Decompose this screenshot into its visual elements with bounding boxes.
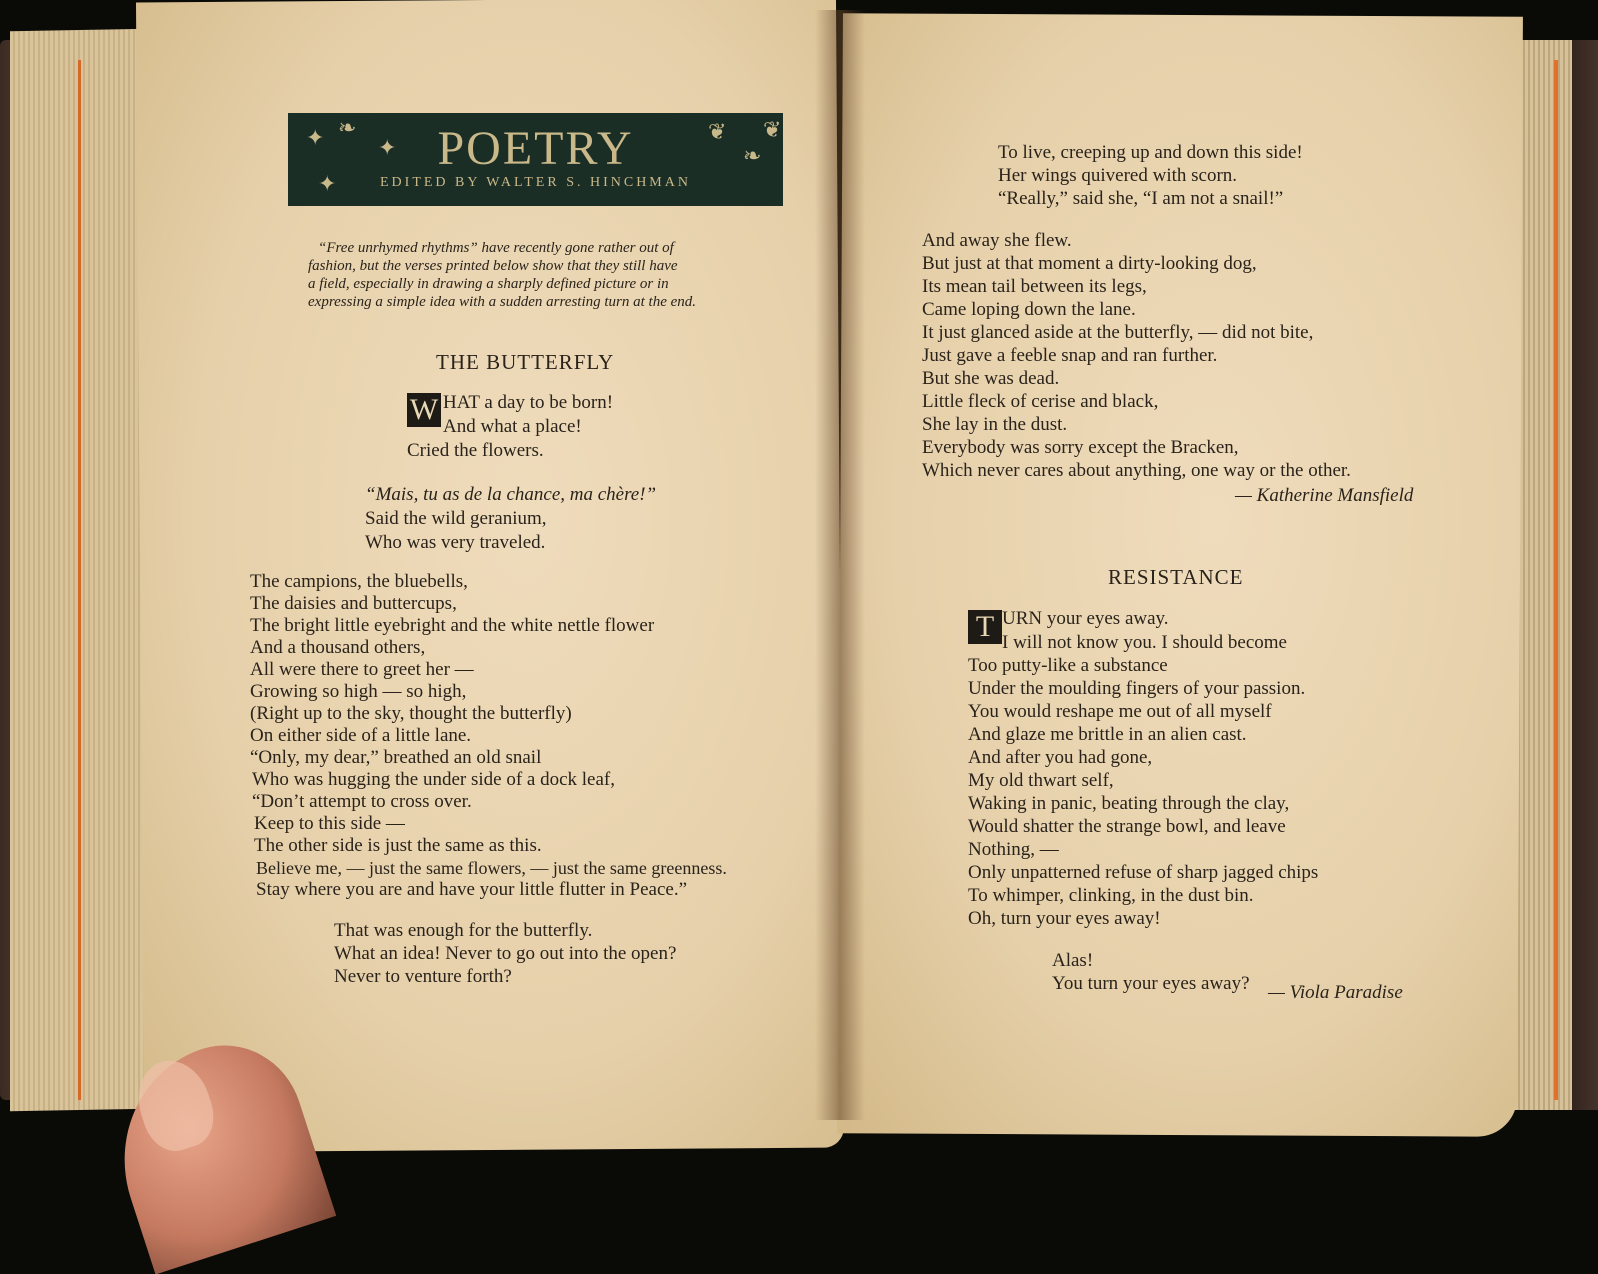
poem-line: The daisies and buttercups,: [250, 593, 457, 614]
poem-line: My old thwart self,: [968, 770, 1114, 791]
leaf-icon: ❧: [338, 115, 357, 140]
intro-line-1: “Free unrhymed rhythms” have recently gone rather out of: [318, 240, 674, 256]
intro-line-4: expressing a simple idea with a sudden arresting turn at the end.: [308, 294, 697, 310]
poem-line: She lay in the dust.: [922, 414, 1068, 435]
poem-line: “Don’t attempt to cross over.: [252, 791, 472, 812]
poem-title-butterfly: THE BUTTERFLY: [436, 350, 615, 374]
poem-line: URN your eyes away.: [1002, 608, 1169, 629]
poem-line: Only unpatterned refuse of sharp jagged chips: [968, 862, 1319, 883]
banner-title: POETRY: [437, 122, 634, 175]
poem-line: Would shatter the strange bowl, and leave: [968, 816, 1286, 837]
poem-line: And what a place!: [443, 416, 582, 437]
poem-line: Its mean tail between its legs,: [922, 276, 1147, 297]
leaf-icon: ❧: [743, 143, 762, 168]
poem-line: It just glanced aside at the butterfly, — did not bite,: [922, 322, 1314, 343]
right-edge-stain: [1554, 60, 1558, 1100]
poem-line: Who was very traveled.: [365, 532, 546, 553]
left-edge-stain: [78, 60, 81, 1100]
poem-line: “Mais, tu as de la chance, ma chère!”: [365, 484, 657, 505]
poem-line: Just gave a feeble snap and ran further.: [922, 345, 1218, 366]
leaf-icon: ❦: [708, 119, 727, 144]
poem-line: Stay where you are and have your little flutter in Peace.”: [256, 879, 688, 900]
poem-line: But just at that moment a dirty-looking dog,: [922, 253, 1257, 274]
poem-line: Said the wild geranium,: [365, 508, 547, 529]
poem-line: Who was hugging the under side of a dock leaf,: [252, 769, 616, 790]
poem-line: Alas!: [1052, 950, 1094, 971]
poem-line: Oh, turn your eyes away!: [968, 908, 1161, 929]
poem-line: You would reshape me out of all myself: [968, 701, 1272, 722]
dropcap-t: T: [968, 610, 1002, 644]
poem-line: “Only, my dear,” breathed an old snail: [250, 747, 542, 768]
poem-line: And a thousand others,: [250, 637, 426, 658]
poem-line: “Really,” said she, “I am not a snail!”: [998, 188, 1284, 209]
poem-line: That was enough for the butterfly.: [334, 920, 593, 941]
poem-line: Too putty-like a substance: [968, 655, 1168, 676]
poem-line: HAT a day to be born!: [443, 392, 614, 413]
poem-line: The campions, the bluebells,: [250, 571, 468, 592]
poem-line: And glaze me brittle in an alien cast.: [968, 724, 1247, 745]
poem-line: Growing so high — so high,: [250, 681, 467, 702]
banner-subtitle: EDITED BY WALTER S. HINCHMAN: [380, 175, 691, 190]
poem-line: You turn your eyes away?: [1052, 973, 1250, 994]
poem-title-resistance: RESISTANCE: [1108, 565, 1244, 589]
poem-line: All were there to greet her —: [250, 659, 474, 680]
poem-line: Believe me, — just the same flowers, — just the same greenness.: [256, 858, 727, 878]
poem-line: Which never cares about anything, one way or the other.: [922, 460, 1351, 481]
poem-line: On either side of a little lane.: [250, 725, 472, 746]
leaf-icon: ✦: [318, 171, 337, 196]
poem-line: The other side is just the same as this.: [254, 835, 542, 856]
left-page-edges: [10, 29, 150, 1111]
leaf-icon: ✦: [306, 125, 325, 150]
poem-line: Never to venture forth?: [334, 966, 512, 987]
author-mansfield: — Katherine Mansfield: [1235, 485, 1414, 506]
poem-line: Waking in panic, beating through the clay,: [968, 793, 1290, 814]
poem-line: And after you had gone,: [968, 747, 1153, 768]
intro-line-3: a field, especially in drawing a sharply defined picture or in: [308, 276, 669, 292]
poem-line: Little fleck of cerise and black,: [922, 391, 1159, 412]
leaf-icon: ✦: [378, 135, 397, 160]
poem-line: What an idea! Never to go out into the open?: [334, 943, 677, 964]
poem-line: Under the moulding fingers of your passion.: [968, 678, 1306, 699]
poem-line: Nothing, —: [968, 839, 1059, 860]
poem-line: Came loping down the lane.: [922, 299, 1136, 320]
leaf-icon: ❦: [763, 117, 782, 142]
intro-line-2: fashion, but the verses printed below show that they still have: [308, 258, 678, 274]
poem-line: The bright little eyebright and the white nettle flower: [250, 615, 655, 636]
poem-line: Everybody was sorry except the Bracken,: [922, 437, 1239, 458]
dropcap-w: W: [407, 393, 441, 427]
poem-line: But she was dead.: [922, 368, 1060, 389]
poem-line: And away she flew.: [922, 230, 1072, 251]
book-gutter: [815, 10, 865, 1120]
poem-line: Keep to this side —: [254, 813, 405, 834]
poem-line: I will not know you. I should become: [1002, 632, 1287, 653]
poem-line: (Right up to the sky, thought the butterfly): [250, 703, 572, 724]
poem-line: Her wings quivered with scorn.: [998, 165, 1238, 186]
poetry-banner: [288, 113, 783, 206]
poem-line: To live, creeping up and down this side!: [998, 142, 1303, 163]
poem-line: Cried the flowers.: [407, 440, 544, 461]
author-paradise: — Viola Paradise: [1268, 982, 1403, 1003]
poem-line: To whimper, clinking, in the dust bin.: [968, 885, 1254, 906]
